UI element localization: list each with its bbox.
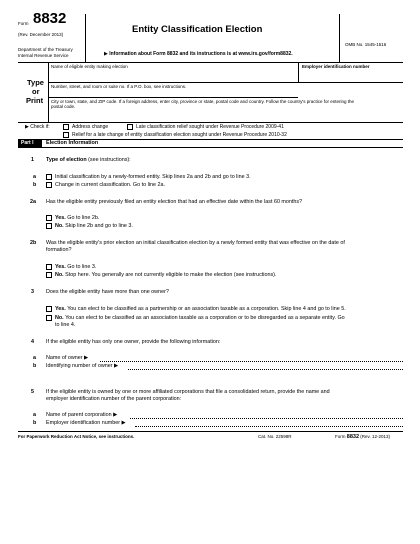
paperwork-notice: For Paperwork Reduction Act Notice, see instructions. [18,434,135,439]
line-5-number: 5 [31,389,34,395]
line-3-yes [55,306,346,313]
line-2b-question-line-2: formation? [46,247,72,253]
line-2b-yes [55,264,96,271]
line-2b-no-checkbox[interactable] [46,272,52,278]
street-label: Number, street, and room or suite no. If a P.O. box, see instructions. [51,84,187,89]
type-label: Type [27,78,44,87]
line-5b-label: Employer identification number ▶ [46,420,126,426]
relief-2010-32-checkbox[interactable] [63,132,69,138]
line-5a-letter: a [33,412,36,418]
line-2b-no-text: Stop here. You generally are not currently eligible to make the election (see instructions). [63,272,277,278]
line-2a-no-text: Skip line 2b and go to line 3. [63,223,133,229]
footer-form-id [335,434,390,441]
line-2b-yes-checkbox[interactable] [46,264,52,270]
line-2b-yes-label: Yes. [55,264,66,270]
line-2a-no-checkbox[interactable] [46,223,52,229]
address-change-checkbox[interactable] [63,124,69,130]
form-number: 8832 [33,10,67,27]
department-line-1: Department of the Treasury [18,47,73,52]
footer-revision: (Rev. 12-2013) [360,434,390,439]
owner-name-field[interactable] [100,361,403,362]
info-line: ▶ Information about Form 8832 and its instructions is at www.irs.gov/form8832. [104,51,293,57]
line-1b-checkbox[interactable] [46,182,52,188]
line-4b-letter: b [33,363,37,369]
footer-form-number: 8832 [346,434,360,440]
line-2a-question: Has the eligible entity previously filed an entity election that had an effective date within the last 60 months? [46,199,303,205]
line-2a-no [55,223,133,230]
city-label-line-1: City or town, state, and ZIP code. If a foreign address, enter city, province or state, postal code and country. Follow the country's practice for entering the [51,99,355,104]
line-2b-question-line-1: Was the eligible entity's prior election an initial classification election by a newly formed entity that was effective on the date of [46,240,345,246]
form-title: Entity Classification Election [132,24,263,35]
line-1b-letter: b [33,182,37,188]
line-3-number: 3 [31,289,34,295]
line-2a-yes [55,215,99,222]
line-5-question-line-1: If the eligible entity is owned by one or more affiliated corporations that file a consolidated return, provide the name and [46,389,330,395]
line-3-question: Does the eligible entity have more than one owner? [46,289,169,295]
line-5b-letter: b [33,420,37,426]
department-line-2: Internal Revenue Service [18,53,69,58]
line-1a-letter: a [33,174,36,180]
late-relief-2009-41-label: Late classification relief sought under Revenue Procedure 2009-41 [136,124,284,130]
or-label: or [32,87,40,96]
line-3-yes-checkbox[interactable] [46,306,52,312]
line-2b-no-label: No. [55,272,64,278]
line-1-question [46,157,131,164]
form-word: Form [18,21,29,26]
part-1-title: Election Information [46,140,99,146]
catalog-number: Cat. No. 22598R [258,434,292,439]
line-2b-no [55,272,276,279]
line-5-question-line-2: employer identification number of the parent corporation: [46,396,182,402]
line-2b-number: 2b [30,240,37,246]
entity-name-label: Name of eligible entity making election [51,64,128,69]
line-3-no [55,315,345,322]
omb-number: OMB No. 1545-1516 [345,42,387,47]
line-2a-no-label: No. [55,223,64,229]
line-2a-yes-label: Yes. [55,215,66,221]
relief-2010-32-label: Relief for a late change of entity classification election sought under Revenue Procedure 2010-32 [72,132,287,138]
line-1-label-rest: (see instructions): [86,157,131,163]
line-3-yes-label: Yes. [55,306,66,312]
line-3-no-checkbox[interactable] [46,315,52,321]
line-2a-yes-text: Go to line 2b. [65,215,100,221]
line-1a-text: Initial classification by a newly-formed entity. Skip lines 2a and 2b and go to line 3. [55,174,251,180]
footer-form-word: Form [335,434,346,439]
line-3-yes-text: You can elect to be classified as a partnership or an association taxable as a corporation. Skip line 4 and go to line 5. [65,306,346,312]
ein-label: Employer identification number [302,64,370,69]
line-4b-label: Identifying number of owner ▶ [46,363,119,369]
line-4-number: 4 [31,339,34,345]
owner-identifying-number-field[interactable] [128,369,403,370]
line-2b-yes-text: Go to line 3. [65,264,97,270]
check-if-label: ▶ Check if: [25,124,50,130]
line-1a-checkbox[interactable] [46,174,52,180]
line-1-label: Type of election [46,157,87,163]
line-2a-number: 2a [30,199,36,205]
line-3-no-text: You can elect to be classified as an association taxable as a corporation or to be disregarded as a separate entity. Go [63,315,345,321]
line-4a-label: Name of owner ▶ [46,355,89,361]
part-1-label: Part I [18,140,42,147]
line-4a-letter: a [33,355,36,361]
revision-date: (Rev. December 2013) [18,32,64,37]
line-3-no-label: No. [55,315,64,321]
line-3-no-text-line-2: to line 4. [55,322,76,328]
print-label: Print [26,96,44,105]
late-relief-2009-41-checkbox[interactable] [127,124,133,130]
line-5a-label: Name of parent corporation ▶ [46,412,118,418]
line-1b-text: Change in current classification. Go to line 2a. [55,182,165,188]
line-2a-yes-checkbox[interactable] [46,215,52,221]
parent-corporation-name-field[interactable] [130,418,403,419]
line-4-question: If the eligible entity has only one owner, provide the following information: [46,339,221,345]
line-1-number: 1 [31,157,34,163]
city-label-line-2: postal code. [51,104,76,109]
address-change-label: Address change [72,124,109,130]
parent-ein-field[interactable] [135,426,403,427]
